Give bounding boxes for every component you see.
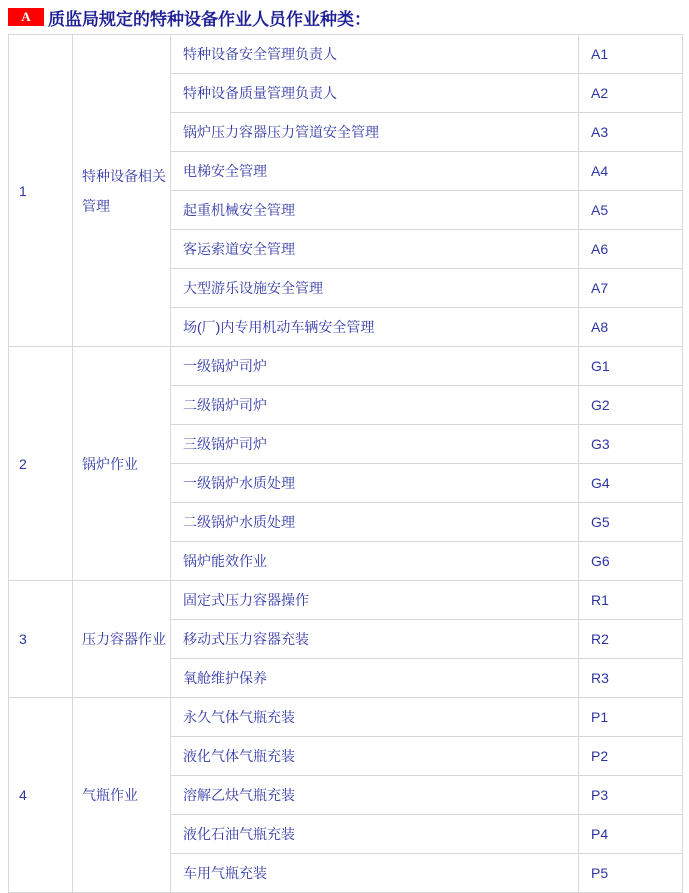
- page-title: 质监局规定的特种设备作业人员作业种类：: [48, 9, 371, 29]
- item-name: 氧舱维护保养: [171, 659, 579, 698]
- item-name: 大型游乐设施安全管理: [171, 269, 579, 308]
- section-header: [0, 0, 689, 27]
- item-code: A8: [579, 308, 683, 347]
- item-name: 场(厂)内专用机动车辆安全管理: [171, 308, 579, 347]
- item-code: G5: [579, 503, 683, 542]
- item-name: 起重机械安全管理: [171, 191, 579, 230]
- item-name: 二级锅炉司炉: [171, 386, 579, 425]
- item-name: 液化气体气瓶充装: [171, 737, 579, 776]
- item-name: 溶解乙炔气瓶充装: [171, 776, 579, 815]
- item-name: 移动式压力容器充装: [171, 620, 579, 659]
- item-code: P2: [579, 737, 683, 776]
- item-name: 固定式压力容器操作: [171, 581, 579, 620]
- item-code: A6: [579, 230, 683, 269]
- group-number: 2: [9, 347, 73, 581]
- table-row: [9, 698, 683, 737]
- item-code: G2: [579, 386, 683, 425]
- item-code: A2: [579, 74, 683, 113]
- item-name: 车用气瓶充装: [171, 854, 579, 893]
- item-name: 二级锅炉水质处理: [171, 503, 579, 542]
- item-code: P3: [579, 776, 683, 815]
- item-code: R3: [579, 659, 683, 698]
- item-code: R2: [579, 620, 683, 659]
- item-code: A3: [579, 113, 683, 152]
- table-row: [9, 35, 683, 74]
- item-code: P4: [579, 815, 683, 854]
- section-badge: A: [8, 8, 44, 26]
- item-name: 锅炉能效作业: [171, 542, 579, 581]
- item-name: 一级锅炉司炉: [171, 347, 579, 386]
- group-number: 3: [9, 581, 73, 698]
- item-code: G6: [579, 542, 683, 581]
- item-code: A1: [579, 35, 683, 74]
- group-category: 锅炉作业: [73, 347, 171, 581]
- item-name: 液化石油气瓶充装: [171, 815, 579, 854]
- item-code: G3: [579, 425, 683, 464]
- item-code: P5: [579, 854, 683, 893]
- group-number: 1: [9, 35, 73, 347]
- categories-table-body: [9, 35, 683, 893]
- item-name: 三级锅炉司炉: [171, 425, 579, 464]
- item-code: A7: [579, 269, 683, 308]
- item-name: 一级锅炉水质处理: [171, 464, 579, 503]
- item-name: 特种设备安全管理负责人: [171, 35, 579, 74]
- item-name: 锅炉压力容器压力管道安全管理: [171, 113, 579, 152]
- categories-table: [8, 34, 683, 893]
- table-row: [9, 347, 683, 386]
- item-code: P1: [579, 698, 683, 737]
- item-code: A4: [579, 152, 683, 191]
- item-code: G4: [579, 464, 683, 503]
- group-category: 特种设备相关管理: [73, 35, 171, 347]
- item-code: A5: [579, 191, 683, 230]
- item-code: R1: [579, 581, 683, 620]
- group-category: 压力容器作业: [73, 581, 171, 698]
- table-row: [9, 581, 683, 620]
- item-name: 特种设备质量管理负责人: [171, 74, 579, 113]
- item-name: 永久气体气瓶充装: [171, 698, 579, 737]
- item-name: 客运索道安全管理: [171, 230, 579, 269]
- item-code: G1: [579, 347, 683, 386]
- item-name: 电梯安全管理: [171, 152, 579, 191]
- group-number: 4: [9, 698, 73, 893]
- group-category: 气瓶作业: [73, 698, 171, 893]
